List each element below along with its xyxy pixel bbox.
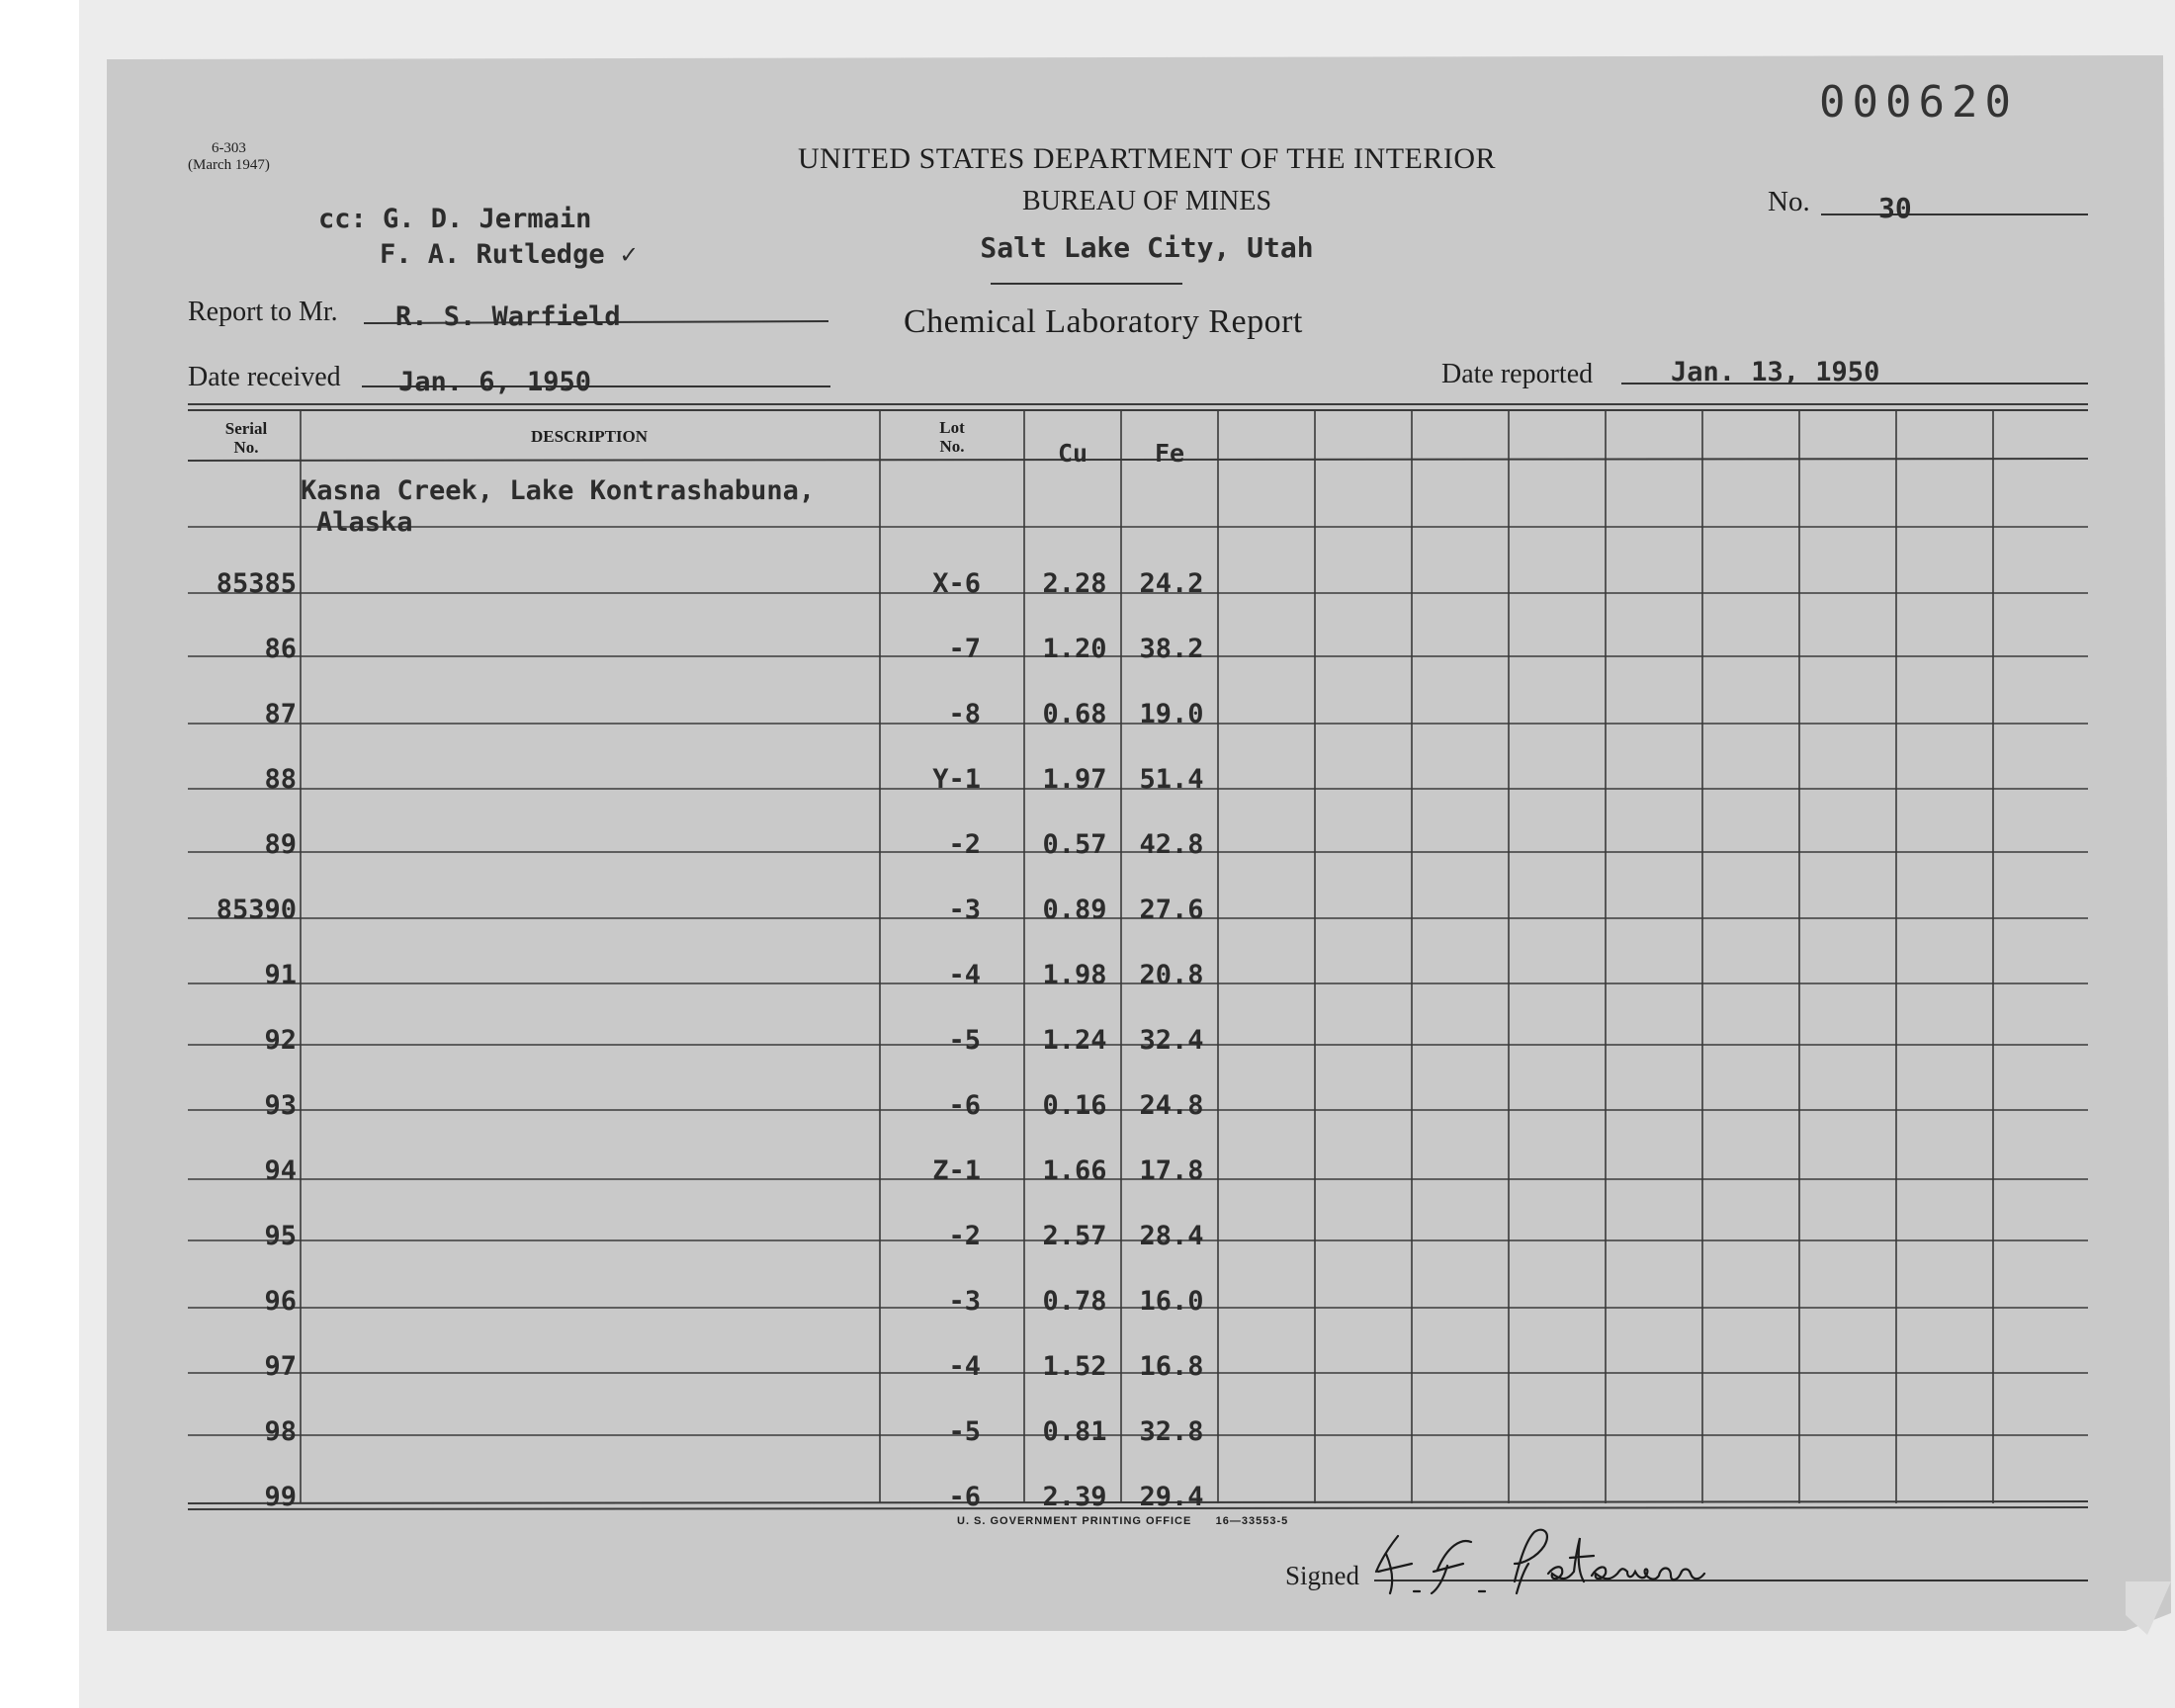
- row-cu-value: 1.52: [1042, 1351, 1107, 1382]
- row-fe-value: 17.8: [1139, 1155, 1204, 1186]
- report-number-value: 30: [1878, 192, 1912, 224]
- row-serial: 85385: [216, 568, 297, 599]
- row-cu-value: 1.98: [1042, 960, 1107, 990]
- row-fe-value: 51.4: [1139, 764, 1204, 795]
- row-fe-value: 32.8: [1139, 1416, 1204, 1447]
- row-cu-value: 1.97: [1042, 764, 1107, 795]
- department-title: UNITED STATES DEPARTMENT OF THE INTERIOR: [797, 142, 1497, 175]
- row-serial: 86: [264, 634, 297, 664]
- description-line-2: Alaska: [316, 507, 413, 538]
- header-lot-no: Lot No.: [939, 418, 965, 456]
- form-number: 6-303 (March 1947): [188, 140, 270, 173]
- row-cu-value: 2.39: [1042, 1482, 1107, 1512]
- date-reported-label: Date reported: [1441, 359, 1594, 389]
- row-serial: 99: [264, 1482, 297, 1512]
- row-serial: 85390: [216, 895, 297, 925]
- date-reported-value: Jan. 13, 1950: [1671, 357, 1880, 387]
- row-fe-value: 27.6: [1139, 895, 1204, 925]
- cc-list: [318, 202, 637, 273]
- row-fe-value: 20.8: [1139, 960, 1204, 990]
- row-cu-value: 0.78: [1042, 1286, 1107, 1317]
- row-cu-value: 0.16: [1042, 1090, 1107, 1121]
- report-title: Chemical Laboratory Report: [904, 303, 1303, 340]
- date-received-label: Date received: [188, 362, 341, 392]
- row-lot: Y-1: [932, 764, 981, 795]
- row-cu-value: 0.57: [1042, 829, 1107, 860]
- cc-line-2: F. A. Rutledge ✓: [380, 239, 638, 270]
- row-lot: X-6: [932, 568, 981, 599]
- row-lot: -7: [948, 634, 981, 664]
- row-lot: -4: [948, 960, 981, 990]
- letterhead: [712, 142, 1582, 264]
- row-serial: 94: [264, 1155, 297, 1186]
- row-fe-value: 19.0: [1139, 699, 1204, 729]
- row-serial: 87: [264, 699, 297, 729]
- header-serial-no: Serial No.: [224, 419, 268, 457]
- row-serial: 91: [264, 960, 297, 990]
- row-lot: -4: [948, 1351, 981, 1382]
- row-serial: 93: [264, 1090, 297, 1121]
- row-fe-value: 16.8: [1139, 1351, 1204, 1382]
- signed-label: Signed: [1285, 1561, 1360, 1590]
- row-fe-value: 32.4: [1139, 1025, 1204, 1056]
- row-cu-value: 1.24: [1042, 1025, 1107, 1056]
- row-serial: 96: [264, 1286, 297, 1317]
- row-fe-value: 38.2: [1139, 634, 1204, 664]
- row-serial: 89: [264, 829, 297, 860]
- row-cu-value: 1.66: [1042, 1155, 1107, 1186]
- row-lot: -3: [948, 895, 981, 925]
- row-lot: -2: [948, 829, 981, 860]
- row-lot: Z-1: [932, 1155, 981, 1186]
- row-fe-value: 42.8: [1139, 829, 1204, 860]
- row-serial: 97: [264, 1351, 297, 1382]
- signature-image: [1368, 1524, 1744, 1603]
- check-mark-icon: ✓: [620, 239, 638, 270]
- row-lot: -6: [948, 1090, 981, 1121]
- row-serial: 88: [264, 764, 297, 795]
- report-to-label: Report to Mr.: [188, 297, 338, 327]
- row-fe-value: 28.4: [1139, 1221, 1204, 1251]
- header-fe: Fe: [1154, 439, 1185, 468]
- printer-imprint: U. S. GOVERNMENT PRINTING OFFICE 16—33553-5: [957, 1515, 1289, 1527]
- row-lot: -3: [948, 1286, 981, 1317]
- row-serial: 92: [264, 1025, 297, 1056]
- city-line: Salt Lake City, Utah: [980, 231, 1314, 264]
- header-cu: Cu: [1057, 439, 1088, 468]
- row-lot: -6: [948, 1482, 981, 1512]
- row-serial: 98: [264, 1416, 297, 1447]
- report-number-label: No.: [1768, 186, 1810, 217]
- header-description: DESCRIPTION: [530, 427, 649, 446]
- row-fe-value: 29.4: [1139, 1482, 1204, 1512]
- report-to-value: R. S. Warfield: [395, 301, 621, 332]
- row-cu-value: 0.89: [1042, 895, 1107, 925]
- cc-line-1: cc: G. D. Jermain: [318, 204, 592, 234]
- document-stamp-number: 000620: [1819, 77, 2018, 128]
- row-serial: 95: [264, 1221, 297, 1251]
- date-received-value: Jan. 6, 1950: [398, 367, 592, 397]
- row-fe-value: 24.2: [1139, 568, 1204, 599]
- row-lot: -5: [948, 1025, 981, 1056]
- row-fe-value: 24.8: [1139, 1090, 1204, 1121]
- row-lot: -5: [948, 1416, 981, 1447]
- bureau-title: BUREAU OF MINES: [1021, 186, 1272, 216]
- row-cu-value: 2.28: [1042, 568, 1107, 599]
- description-line-1: Kasna Creek, Lake Kontrashabuna,: [301, 475, 816, 506]
- row-cu-value: 2.57: [1042, 1221, 1107, 1251]
- row-cu-value: 0.81: [1042, 1416, 1107, 1447]
- row-lot: -8: [948, 699, 981, 729]
- row-cu-value: 1.20: [1042, 634, 1107, 664]
- row-cu-value: 0.68: [1042, 699, 1107, 729]
- row-fe-value: 16.0: [1139, 1286, 1204, 1317]
- row-lot: -2: [948, 1221, 981, 1251]
